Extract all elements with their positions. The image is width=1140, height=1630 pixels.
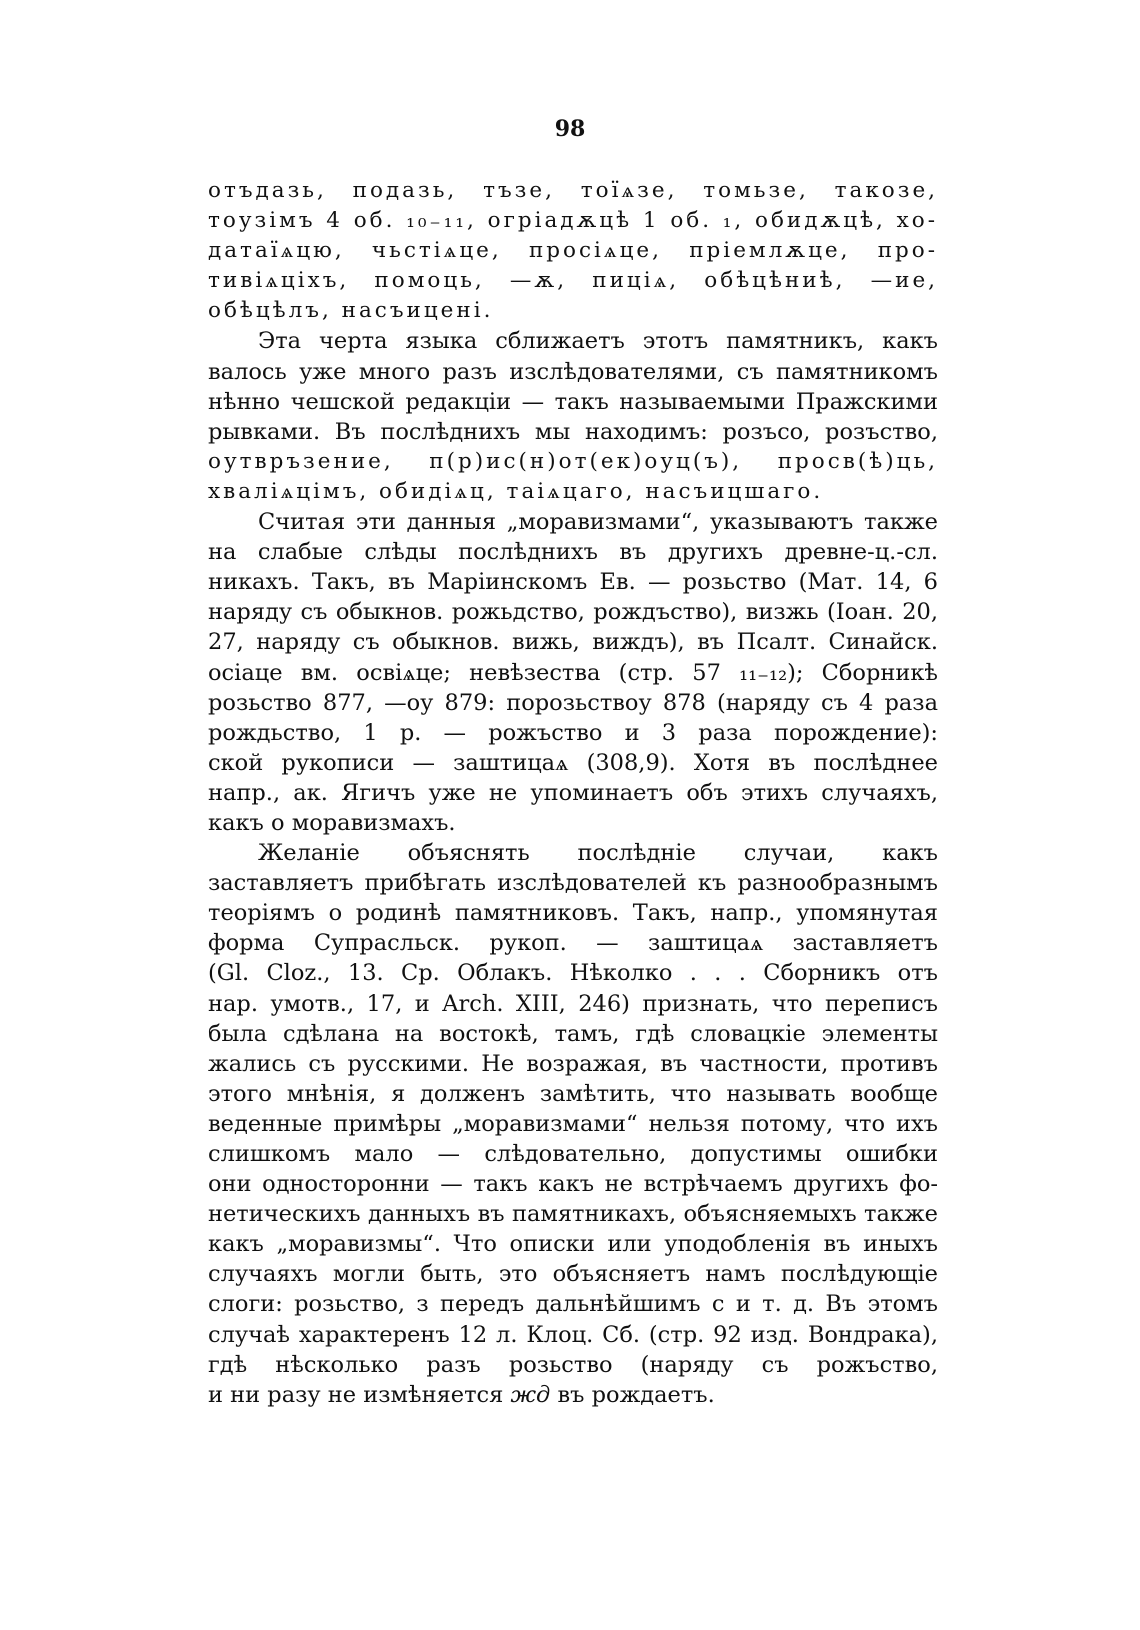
text-line: тивіѧціхъ, помоць, —ѫ, пиціѧ, обѣцѣниѣ, —ие, <box>208 268 938 294</box>
text-line: была сдѣлана на востокѣ, тамъ, гдѣ словацкіе элементы <box>208 1020 938 1047</box>
text-line: датаїѧцю, чьстіѧце, просіѧце, пріемлѫце, про- <box>208 238 938 264</box>
text-line: ской рукописи — заштицаѧ (308,9). Хотя въ послѣднее <box>208 749 938 776</box>
text-line: 27, наряду съ обыкнов. вижь, виждъ), въ Псалт. Синайск. <box>208 629 938 656</box>
text-line: они односторонни — такъ какъ не встрѣчаемъ другихъ фо- <box>208 1171 938 1198</box>
body-text <box>208 176 938 1410</box>
text-line: нетическихъ данныхъ въ памятникахъ, объясняемыхъ также <box>208 1201 938 1228</box>
text-line: Желаніе объяснять послѣдніе случаи, какъ <box>258 840 938 867</box>
text-line: Эта черта языка сближаетъ этотъ памятникъ, какъ <box>258 328 938 355</box>
text-line: рождьство, 1 р. — рожъство и 3 раза порождение): <box>208 719 938 746</box>
text-line: нѣнно чешской редакціи — такъ называемыми Пражскими <box>208 388 938 415</box>
text-line: нар. умотв., 17, и Arch. XIII, 246) признать, что переписъ <box>208 990 938 1017</box>
text-line: форма Супрасльск. рукоп. — заштицаѧ заставляетъ <box>208 930 938 957</box>
text-line: какъ о моравизмахъ. <box>208 809 456 836</box>
text-line: осіаце вм. освіѧце; невѣзества (стр. 57 ₁₁₋₁₂); Сборникѣ <box>208 659 938 686</box>
text-line: гдѣ нѣсколько разъ розьство (наряду съ рожъство, <box>208 1351 938 1378</box>
text-line: наряду съ обыкнов. рожьдство, рождъство), визжь (Іоан. 20, <box>208 599 938 626</box>
text-line: отъдазь, подазь, тъзе, тоїѧзе, томьзе, такозе, <box>208 178 938 203</box>
text-line: валось уже много разъ изслѣдователями, съ памятникомъ <box>208 358 938 385</box>
text-line: случаяхъ могли быть, это объясняетъ намъ послѣдующіе <box>208 1261 938 1288</box>
text-line: слоги: розьство, з передъ дальнѣйшимъ с и т. д. Въ этомъ <box>208 1291 938 1318</box>
text-line: никахъ. Такъ, въ Маріинскомъ Ев. — розьство (Мат. 14, 6 <box>208 569 938 596</box>
text-line: и ни разу не измѣняется жд въ рождаетъ. <box>208 1381 715 1408</box>
text-line: (Gl. Cloz., 13. Ср. Облакъ. Нѣколко . . . Сборникъ отъ <box>208 960 938 987</box>
text-line: этого мнѣнія, я долженъ замѣтить, что называть вообще <box>208 1080 938 1107</box>
text-line: розьство 877, —оу 879: порозьствоу 878 (наряду съ 4 раза <box>208 689 938 716</box>
page-number: 98 <box>554 116 586 142</box>
text-line: заставляетъ прибѣгать изслѣдователей къ разнообразнымъ <box>208 870 938 897</box>
text-line: на слабые слѣды послѣднихъ въ другихъ древне-ц.-сл. <box>208 539 938 566</box>
text-line: Считая эти данныя „моравизмами“, указываютъ также <box>258 509 938 536</box>
text-line: рывками. Въ послѣднихъ мы находимъ: розъсо, розъство, <box>208 418 938 445</box>
text-line: жались съ русскими. Не возражая, въ частности, противъ <box>208 1050 938 1077</box>
text-line: слишкомъ мало — слѣдовательно, допустимы ошибки <box>208 1141 938 1167</box>
text-line: оутвръзение, п(р)ис(н)от(ек)оуц(ъ), просв(ѣ)ць, <box>208 448 938 474</box>
text-line: веденные примѣры „моравизмами“ нельзя потому, что ихъ <box>208 1110 938 1137</box>
text-line: какъ „моравизмы“. Что описки или уподобленія въ иныхъ <box>208 1231 938 1258</box>
text-line: тоузімъ 4 об. ₁₀₋₁₁, огріадѫцѣ 1 об. ₁, обидѫцѣ, хо- <box>208 208 938 234</box>
text-line: случаѣ характеренъ 12 л. Клоц. Сб. (стр. 92 изд. Вондрака), <box>208 1321 938 1348</box>
text-line: обѣцѣлъ, насъицені. <box>208 298 494 324</box>
text-line: теоріямъ о родинѣ памятниковъ. Такъ, напр., упомянутая <box>208 900 938 927</box>
text-line: хвалiѧцімъ, обидiѧц, таіѧцаго, насъицшаго. <box>208 478 824 504</box>
text-line: напр., ак. Ягичъ уже не упоминаетъ объ этихъ случаяхъ, <box>208 779 938 806</box>
